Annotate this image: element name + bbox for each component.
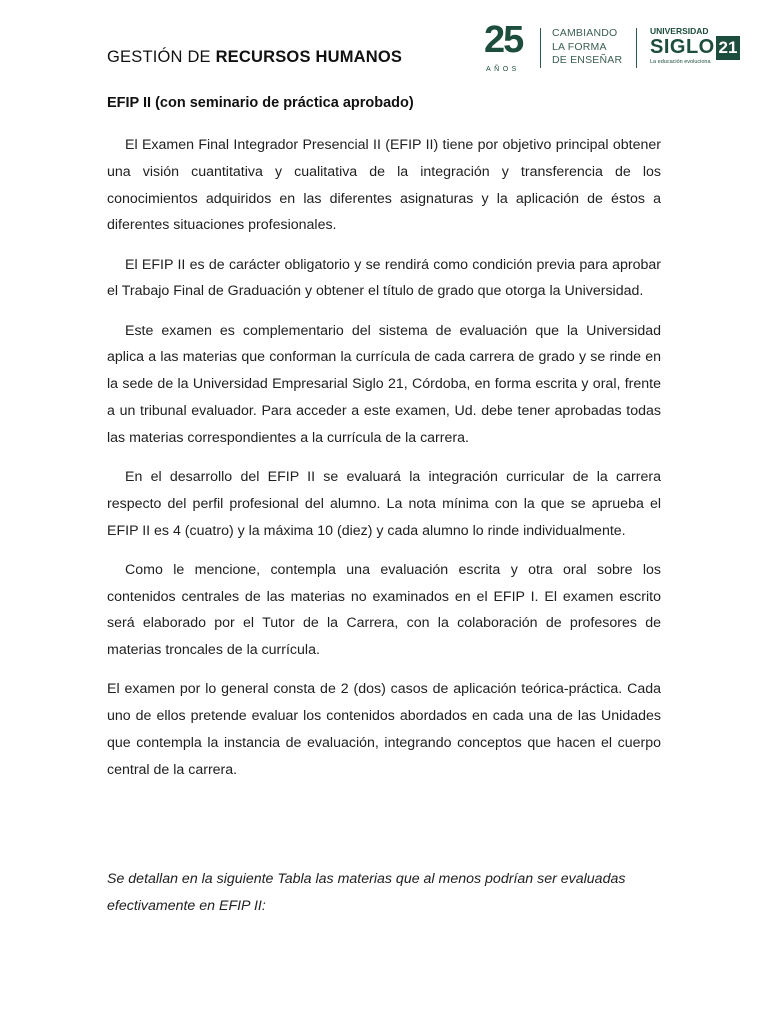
logo-tagline xyxy=(552,27,622,68)
university-number-badge: 21 xyxy=(716,36,740,60)
paragraph-objective: El Examen Final Integrador Presencial II (EFIP II) tiene por objetivo principal obtener una visión cuantitativa y cualitativa de la integración y transferencia de los conocimientos adquiridos en las diferentes asignaturas y la aplicación de éstos a diferentes situaciones profesionales. xyxy=(107,137,661,234)
paragraph-mandatory: El EFIP II es de carácter obligatorio y se rendirá como condición previa para aprobar el Trabajo Final de Graduación y obtener el título de grado que otorga la Universidad. xyxy=(107,256,661,300)
paragraph-complementary: Este examen es complementario del sistema de evaluación que la Universidad aplica a las materias que conforman la currícula de cada carrera de grado y se rinde en la sede de la Universidad Empresarial Siglo 21, Córdoba, en forma escrita y oral, frente a un tribunal evaluador. Para acceder a este examen, Ud. debe tener aprobadas todas las materias correspondientes a la currícula de la carrera. xyxy=(107,322,661,446)
university-name: SIGLO xyxy=(650,36,715,58)
anniversary-logo xyxy=(484,20,532,78)
page-header-title xyxy=(107,48,402,67)
header-title-prefix: GESTIÓN DE xyxy=(107,48,216,66)
university-logo xyxy=(484,18,744,78)
header-title-bold: RECURSOS HUMANOS xyxy=(215,48,403,66)
paragraph-evaluation: En el desarrollo del EFIP II se evaluará la integración curricular de la carrera respecto del perfil profesional del alumno. La nota mínima con la que se aprueba el EFIP II es 4 (cuatro) y la máxima 10 (diez) y cada alumno lo rinde individualmente. xyxy=(107,468,661,539)
paragraph-cases: El examen por lo general consta de 2 (dos) casos de aplicación teórica-práctica. Cada uno de ellos pretende evaluar los contenidos abordados en cada una de las Unidades que contempla la instancia de evaluación, integrando conceptos que hacen el cuerpo central de la carrera. xyxy=(107,681,661,778)
table-intro-note: Se detallan en la siguiente Tabla las materias que al menos podrían ser evaluadas efectivamente en EFIP II: xyxy=(107,871,626,914)
anniversary-label: AÑOS xyxy=(486,66,520,73)
logo-divider-right xyxy=(636,28,637,68)
university-label: UNIVERSIDAD xyxy=(650,26,709,36)
siglo21-logo xyxy=(650,26,744,66)
tagline-line-1: CAMBIANDO xyxy=(552,27,618,39)
tagline-line-3: DE ENSEÑAR xyxy=(552,54,623,66)
university-tagline: La educación evoluciona xyxy=(650,59,711,65)
paragraph-written-oral: Como le mencione, contempla una evaluación escrita y otra oral sobre los contenidos centrales de las materias no examinados en el EFIP I. El examen escrito será elaborado por el Tutor de la Carrera, con la colaboración de profesores de materias troncales de la currícula. xyxy=(107,561,661,659)
document-body xyxy=(107,132,661,796)
logo-divider-left xyxy=(540,28,541,68)
anniversary-number: 25 xyxy=(484,19,523,61)
tagline-line-2: LA FORMA xyxy=(552,40,607,53)
section-heading: EFIP II (con seminario de práctica aprobado) xyxy=(107,95,414,111)
